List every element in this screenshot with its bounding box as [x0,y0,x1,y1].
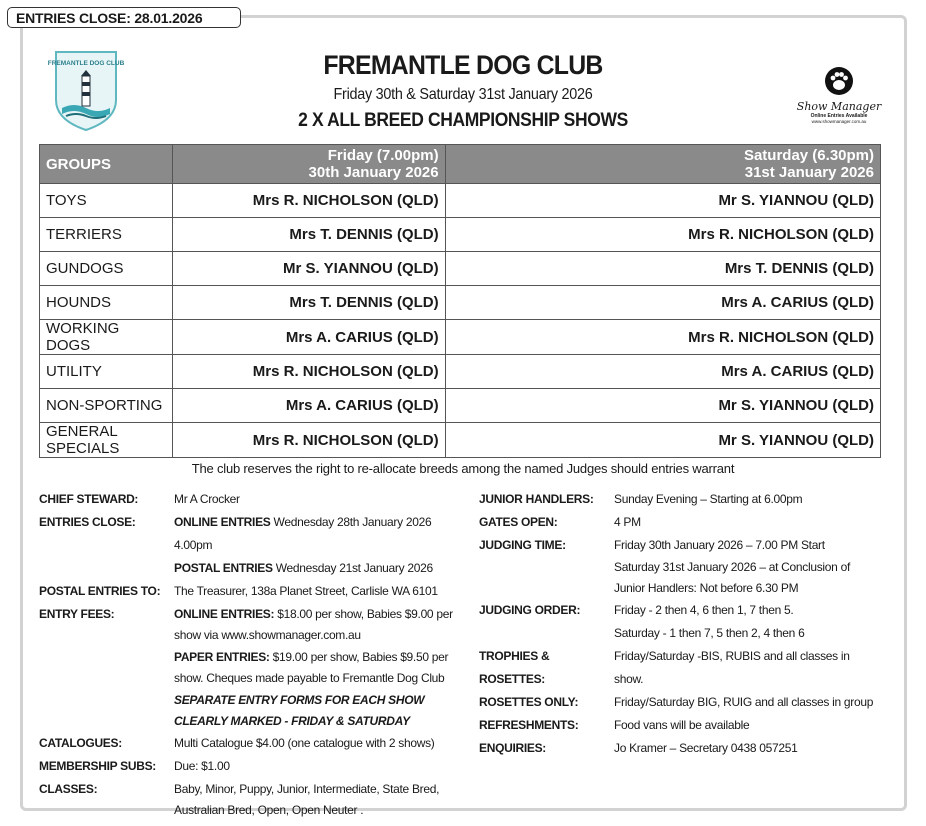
table-row [40,286,881,320]
entries-close-tag: ENTRIES CLOSE: 28.01.2026 [7,7,241,28]
table-row [40,320,881,355]
saturday-judge: Mrs A. CARIUS (QLD) [445,355,880,389]
group-cell: UTILITY [40,355,173,389]
saturday-judge: Mrs T. DENNIS (QLD) [445,252,880,286]
show-manager-name: Show Manager [796,100,882,113]
group-cell: GUNDOGS [40,252,173,286]
header-friday [172,145,445,184]
friday-judge: Mrs R. NICHOLSON (QLD) [172,184,445,218]
header-saturday-date: 31st January 2026 [744,164,874,181]
membership: Due: $1.00 [174,759,230,773]
entries-close-label: ENTRIES CLOSE: [39,515,136,529]
classes-label: CLASSES: [39,782,98,796]
enquiries-label: ENQUIRIES: [479,741,547,755]
friday-judge: Mrs T. DENNIS (QLD) [172,286,445,320]
saturday-judge: Mrs R. NICHOLSON (QLD) [445,320,880,355]
table-row [40,355,881,389]
gates-open-label: GATES OPEN: [479,515,558,529]
header-groups: GROUPS [40,145,173,184]
catalogues-label: CATALOGUES: [39,736,122,750]
table-row [40,423,881,458]
online-entries-label: ONLINE ENTRIES [174,515,271,529]
judges-table [39,144,881,458]
club-logo-text: FREMANTLE DOG CLUB [47,60,125,67]
friday-judge: Mrs T. DENNIS (QLD) [172,218,445,252]
postal-entries-label: POSTAL ENTRIES [174,561,273,575]
group-cell: GENERAL SPECIALS [40,423,173,458]
group-cell: TERRIERS [40,218,173,252]
header-friday-date: 30th January 2026 [308,164,439,181]
fees-online: $18.00 per show, Babies $9.00 per show via www.showmanager.com.au [174,607,453,642]
friday-judge: Mrs A. CARIUS (QLD) [172,389,445,423]
rosettes-label: ROSETTES ONLY: [479,695,579,709]
show-subtitle: 2 X ALL BREED CHAMPIONSHIP SHOWS [298,110,628,131]
judging-time-label: JUDGING TIME: [479,538,566,552]
club-title: FREMANTLE DOG CLUB [323,50,603,80]
reallocation-notice: The club reserves the right to re-allocate breeds among the named Judges should entries warrant [191,461,735,476]
friday-judge: Mr S. YIANNOU (QLD) [172,252,445,286]
trophies-label: TROPHIES & ROSETTES: [479,649,550,686]
online-entries-close: Wednesday 28th January 2026 4.00pm [174,515,432,552]
left-info [39,488,454,821]
entry-fees-label: ENTRY FEES: [39,607,115,621]
friday-judge: Mrs A. CARIUS (QLD) [172,320,445,355]
header-saturday [445,145,880,184]
gates-open: 4 PM [614,515,641,529]
catalogues: Multi Catalogue $4.00 (one catalogue with 2 shows) [174,736,435,750]
table-row [40,252,881,286]
saturday-judge: Mrs R. NICHOLSON (QLD) [445,218,880,252]
postal-address: The Treasurer, 138a Planet Street, Carlisle WA 6101 [174,584,438,598]
show-dates: Friday 30th & Saturday 31st January 2026 [333,86,593,103]
junior-handlers-label: JUNIOR HANDLERS: [479,492,594,506]
table-row [40,218,881,252]
table-row [40,184,881,218]
separate-forms-notice: SEPARATE ENTRY FORMS FOR EACH SHOW CLEARLY MARKED - FRIDAY & SATURDAY [174,693,425,728]
judging-time-friday: Friday 30th January 2026 – 7.00 PM Start [614,538,825,552]
postal-to-label: POSTAL ENTRIES TO: [39,584,161,598]
fees-paper: $19.00 per show, Babies $9.50 per show. Cheques made payable to Fremantle Dog Club [174,650,449,685]
rosettes: Friday/Saturday BIG, RUIG and all classes in group [614,695,874,709]
junior-handlers: Sunday Evening – Starting at 6.00pm [614,492,803,506]
saturday-judge: Mr S. YIANNOU (QLD) [445,184,880,218]
refreshments-label: REFRESHMENTS: [479,718,579,732]
classes: Baby, Minor, Puppy, Junior, Intermediate, State Bred, Australian Bred, Open, Open Neuter . [174,782,440,817]
table-row [40,389,881,423]
friday-judge: Mrs R. NICHOLSON (QLD) [172,355,445,389]
group-cell: NON-SPORTING [40,389,173,423]
judging-time-saturday: Saturday 31st January 2026 – at Conclusion of Junior Handlers: Not before 6.30 PM [614,560,850,595]
friday-judge: Mrs R. NICHOLSON (QLD) [172,423,445,458]
show-manager-tagline: Online Entries Available [810,113,868,119]
enquiries: Jo Kramer – Secretary 0438 057251 [614,741,798,755]
chief-steward: Mr A Crocker [174,492,240,506]
saturday-judge: Mr S. YIANNOU (QLD) [445,389,880,423]
fees-paper-label: PAPER ENTRIES: [174,650,270,664]
header-saturday-time: Saturday (6.30pm) [743,147,874,164]
trophies: Friday/Saturday -BIS, RUBIS and all classes in show. [614,649,850,686]
show-manager-url: www.showmanager.com.au [811,119,867,124]
judging-order-friday: Friday - 2 then 4, 6 then 1, 7 then 5. [614,603,794,617]
judging-order-saturday: Saturday - 1 then 7, 5 then 2, 4 then 6 [614,626,805,640]
saturday-judge: Mrs A. CARIUS (QLD) [445,286,880,320]
saturday-judge: Mr S. YIANNOU (QLD) [445,423,880,458]
membership-label: MEMBERSHIP SUBS: [39,759,156,773]
right-info [479,488,879,760]
judging-order-label: JUDGING ORDER: [479,603,581,617]
group-cell: TOYS [40,184,173,218]
refreshments: Food vans will be available [614,718,750,732]
group-cell: WORKING DOGS [40,320,173,355]
group-cell: HOUNDS [40,286,173,320]
postal-entries-close: Wednesday 21st January 2026 [272,561,433,575]
table-header-row [40,145,881,184]
fees-online-label: ONLINE ENTRIES: [174,607,275,621]
header-friday-time: Friday (7.00pm) [327,147,439,164]
chief-steward-label: CHIEF STEWARD: [39,492,139,506]
